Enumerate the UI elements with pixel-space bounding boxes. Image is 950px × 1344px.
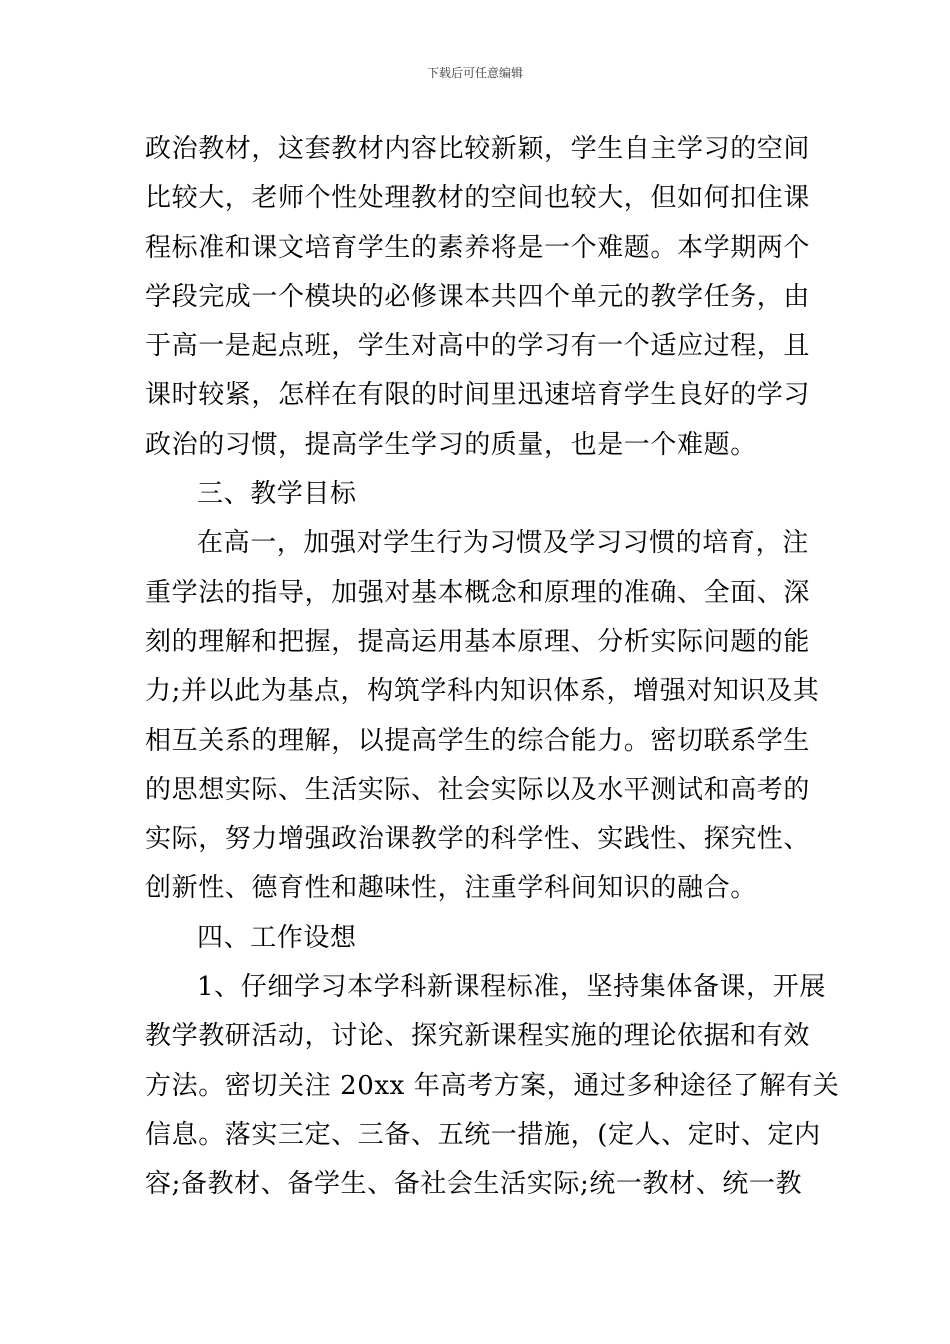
section-heading-teaching-goals: 三、教学目标 [197,479,357,510]
text-line: 程标准和课文培育学生的素养将是一个难题。本学期两个 [145,232,811,263]
text-line: 课时较紧，怎样在有限的时间里迅速培育学生良好的学习 [145,380,811,411]
section-heading-work-plan: 四、工作设想 [197,922,357,953]
document-body [145,125,840,1210]
text-line: 力;并以此为基点，构筑学科内知识体系，增强对知识及其 [145,676,820,707]
text-line: 创新性、德育性和趣味性，注重学科间知识的融合。 [145,873,757,904]
text-line: 相互关系的理解，以提高学生的综合能力。密切联系学生 [145,725,811,756]
text-line: 信息。落实三定、三备、五统一措施，(定人、定时、定内 [145,1119,821,1150]
text-line: 政治的习惯，提高学生学习的质量，也是一个难题。 [145,429,757,460]
text-line: 政治教材，这套教材内容比较新颖，学生自主学习的空间 [145,134,811,164]
text-line: 容;备教材、备学生、备社会生活实际;统一教材、统一教 [145,1169,803,1200]
text-line: 实际，努力增强政治课教学的科学性、实践性、探究性、 [145,824,811,855]
text-line: 刻的理解和把握，提高运用基本原理、分析实际问题的能 [145,626,811,657]
page-header-note: 下载后可任意编辑 [426,66,523,80]
text-line: 于高一是起点班，学生对高中的学习有一个适应过程，且 [145,331,811,362]
text-line: 教学教研活动，讨论、探究新课程实施的理论依据和有效 [145,1021,811,1052]
text-line: 重学法的指导，加强对基本概念和原理的准确、全面、深 [145,577,811,608]
paragraph-first-line: 1、仔细学习本学科新课程标准，坚持集体备课，开展 [197,972,826,1003]
text-line: 方法。密切关注 20xx 年高考方案，通过多种途径了解有关 [145,1070,840,1101]
paragraph-first-line: 在高一，加强对学生行为习惯及学习习惯的培育，注 [197,528,809,559]
text-line: 的思想实际、生活实际、社会实际以及水平测试和高考的 [145,774,811,805]
text-line: 学段完成一个模块的必修课本共四个单元的教学任务，由 [145,281,811,312]
text-line: 比较大，老师个性处理教材的空间也较大，但如何扣住课 [145,183,811,214]
